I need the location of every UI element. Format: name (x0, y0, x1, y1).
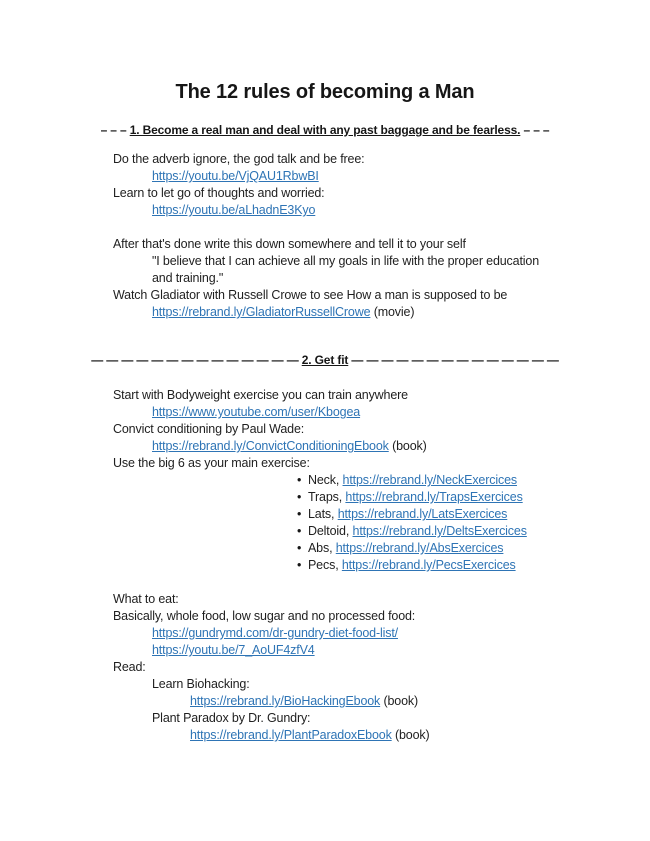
text-run: Lats, (308, 507, 338, 521)
text-line (113, 438, 620, 455)
paragraph-block (113, 151, 620, 219)
section-heading (0, 352, 650, 368)
text-run: Traps, (308, 490, 346, 504)
text-line (113, 625, 620, 642)
hyperlink[interactable]: https://rebrand.ly/LatsExercices (337, 507, 508, 521)
paragraph-block (113, 387, 620, 574)
text-run: "I believe that I can achieve all my goals in life with the proper education (152, 254, 540, 268)
text-line (113, 287, 620, 304)
bullet-item (113, 540, 620, 557)
text-run: Pecs, (308, 558, 342, 572)
text-run: Watch Gladiator with Russell Crowe to see How a man is supposed to be (113, 288, 508, 302)
text-run: (book) (391, 728, 430, 742)
text-line (113, 455, 620, 472)
text-run: Start with Bodyweight exercise you can train anywhere (113, 388, 408, 402)
text-line (113, 404, 620, 421)
heading-dashes-right: — — — — — — — — — — — — — — (348, 353, 559, 367)
text-run: Learn Biohacking: (152, 677, 250, 691)
text-run: Convict conditioning by Paul Wade: (113, 422, 305, 436)
document-title: The 12 rules of becoming a Man (175, 81, 475, 103)
text-run: Neck, (308, 473, 343, 487)
bullet-item (113, 506, 620, 523)
bullet-icon: • (297, 558, 302, 572)
heading-dashes-left: – – – (100, 123, 130, 137)
hyperlink[interactable]: https://rebrand.ly/AbsExercices (335, 541, 504, 555)
bullet-item (113, 472, 620, 489)
text-line (113, 676, 620, 693)
text-line (113, 151, 620, 168)
section-heading (0, 122, 650, 138)
paragraph-block (113, 591, 620, 744)
paragraph-block (113, 236, 620, 321)
text-line (113, 270, 620, 287)
text-run: Abs, (308, 541, 336, 555)
text-run: and training." (152, 271, 224, 285)
text-line (113, 710, 620, 727)
bullet-icon: • (297, 524, 302, 538)
bullet-item (113, 489, 620, 506)
hyperlink[interactable]: https://rebrand.ly/DeltsExercices (352, 524, 527, 538)
document-body (0, 122, 650, 744)
hyperlink[interactable]: https://www.youtube.com/user/Kbogea (152, 405, 361, 419)
text-run: Read: (113, 660, 146, 674)
text-line (113, 727, 620, 744)
bullet-item (113, 523, 620, 540)
text-run: After that's done write this down somewhere and tell it to your self (113, 237, 466, 251)
hyperlink[interactable]: https://rebrand.ly/GladiatorRussellCrowe (152, 305, 371, 319)
text-run: What to eat: (113, 592, 179, 606)
text-line (113, 304, 620, 321)
text-run: (book) (388, 439, 427, 453)
text-line (113, 168, 620, 185)
bullet-icon: • (297, 507, 302, 521)
text-run: Deltoid, (308, 524, 353, 538)
text-line (113, 185, 620, 202)
bullet-item (113, 557, 620, 574)
bullet-icon: • (297, 473, 302, 487)
hyperlink[interactable]: https://youtu.be/VjQAU1RbwBI (152, 169, 319, 183)
text-line (113, 591, 620, 608)
hyperlink[interactable]: https://rebrand.ly/ConvictConditioningEbook (152, 439, 389, 453)
hyperlink[interactable]: https://rebrand.ly/TrapsExercices (345, 490, 523, 504)
text-line (113, 387, 620, 404)
text-line (113, 253, 620, 270)
hyperlink[interactable]: https://rebrand.ly/NeckExercices (342, 473, 517, 487)
text-run: Plant Paradox by Dr. Gundry: (152, 711, 311, 725)
text-run: Learn to let go of thoughts and worried: (113, 186, 325, 200)
text-line (113, 642, 620, 659)
hyperlink[interactable]: https://gundrymd.com/dr-gundry-diet-food-list/ (152, 626, 398, 640)
text-line (113, 659, 620, 676)
text-run: Do the adverb ignore, the god talk and be free: (113, 152, 365, 166)
text-run: Basically, whole food, low sugar and no processed food: (113, 609, 416, 623)
text-run: (book) (380, 694, 419, 708)
text-run: Use the big 6 as your main exercise: (113, 456, 310, 470)
bullet-icon: • (297, 490, 302, 504)
heading-dashes-left: — — — — — — — — — — — — — — (91, 353, 302, 367)
section-heading-label: 2. Get fit (301, 353, 349, 367)
text-run: (movie) (370, 305, 415, 319)
text-line (113, 608, 620, 625)
text-line (113, 236, 620, 253)
text-line (113, 693, 620, 710)
hyperlink[interactable]: https://rebrand.ly/PlantParadoxEbook (190, 728, 392, 742)
bullet-icon: • (297, 541, 302, 555)
hyperlink[interactable]: https://youtu.be/7_AoUF4zfV4 (152, 643, 315, 657)
hyperlink[interactable]: https://rebrand.ly/BioHackingEbook (190, 694, 381, 708)
heading-dashes-right: – – – (520, 123, 550, 137)
text-line (113, 421, 620, 438)
text-line (113, 202, 620, 219)
section-heading-label: 1. Become a real man and deal with any past baggage and be fearless. (129, 123, 521, 137)
hyperlink[interactable]: https://rebrand.ly/PecsExercices (341, 558, 516, 572)
hyperlink[interactable]: https://youtu.be/aLhadnE3Kyo (152, 203, 316, 217)
